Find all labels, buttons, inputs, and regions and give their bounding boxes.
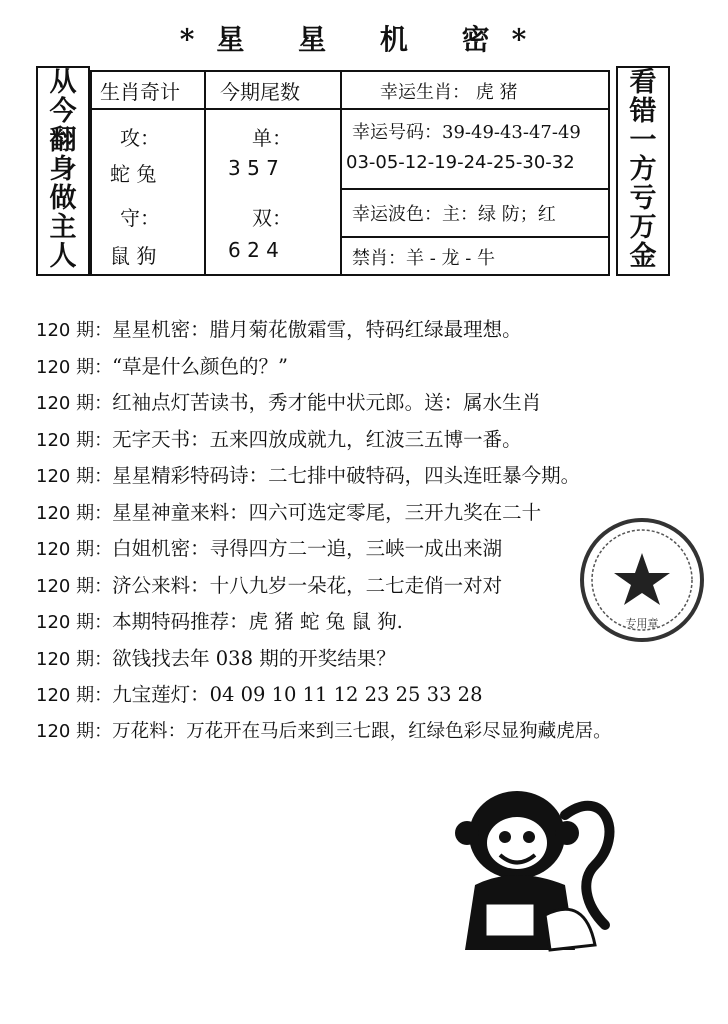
list-item: 120 期：济公来料：十八九岁一朵花，二七走俏一对对: [36, 573, 503, 597]
double-label: 双：: [252, 206, 292, 230]
attack-label: 攻：: [120, 126, 160, 150]
slogan-char: 做: [49, 183, 77, 214]
slogan-char: 一: [629, 125, 657, 156]
slogan-char: 从: [49, 67, 77, 98]
single-label: 单：: [252, 126, 292, 150]
col-header-tail: 今期尾数: [220, 80, 300, 104]
slogan-char: 亏: [629, 183, 657, 214]
list-item: 120 期：白姐机密：寻得四方二一追，三峡一成出来湖: [36, 537, 503, 560]
slogan-char: 人: [49, 241, 77, 272]
right-slogan: [616, 66, 670, 276]
list-item: 120 期：欲钱找去年 038 期的开奖结果？: [36, 646, 396, 670]
slogan-char: 金: [629, 241, 657, 272]
info-panel: [36, 62, 670, 278]
list-item: 120 期：星星神童来料：四六可选定零尾，三开九奖在二十: [36, 500, 542, 524]
lucky-number-line2: 03-05-12-19-24-25-30-32: [346, 152, 575, 173]
svg-text:专用章: 专用章: [625, 617, 659, 630]
slogan-char: 错: [629, 96, 657, 127]
list-item: 120 期：万花料：万花开在马后来到三七跟，红绿色彩尽显狗藏虎居。: [36, 720, 612, 742]
slogan-char: 万: [629, 212, 657, 243]
list-item: 120 期：本期特码推荐：虎 猪 蛇 兔 鼠 狗.: [36, 610, 403, 633]
double-value: 6 2 4: [228, 238, 279, 262]
defend-value: 鼠 狗: [110, 244, 157, 268]
list-item: 120 期：“草是什么颜色的？”: [36, 354, 289, 378]
list-item: 120 期：星星机密：腊月菊花傲霜雪，特码红绿最理想。: [36, 318, 522, 341]
slogan-char: 主: [49, 212, 77, 243]
list-item: 120 期：红袖点灯苦读书，秀才能中状元郎。送：属水生肖: [36, 391, 542, 414]
list-item: 120 期：星星精彩特码诗：二七排中破特码，四头连旺暴今期。: [36, 464, 581, 487]
col-header-zodiac: 生肖奇计: [100, 80, 180, 104]
single-value: 3 5 7: [228, 156, 279, 180]
lucky-color: 幸运波色：主：绿 防；红: [352, 204, 556, 225]
seal-stamp: [577, 515, 707, 645]
list-item: 120 期：无字天书：五来四放成就九，红波三五博一番。: [36, 427, 522, 451]
lucky-number: 幸运号码：39-49-43-47-49: [352, 122, 581, 143]
slogan-char: 翻: [49, 125, 77, 156]
slogan-char: 看: [629, 67, 657, 98]
left-slogan: [36, 66, 90, 276]
monkey-icon: [455, 775, 615, 955]
slogan-char: 今: [49, 96, 77, 127]
slogan-char: 方: [629, 154, 657, 185]
info-grid: [90, 70, 610, 276]
defend-label: 守：: [120, 206, 160, 230]
page-title: *星 星 机 密*: [179, 23, 549, 56]
attack-value: 蛇 兔: [110, 162, 157, 186]
banned-zodiac: 禁肖：羊 - 龙 - 牛: [352, 248, 496, 269]
lucky-zodiac: 幸运生肖： 虎 猪: [380, 82, 518, 103]
slogan-char: 身: [49, 154, 77, 185]
list-item: 120 期：九宝莲灯：04 09 10 11 12 23 25 33 28: [36, 683, 483, 706]
